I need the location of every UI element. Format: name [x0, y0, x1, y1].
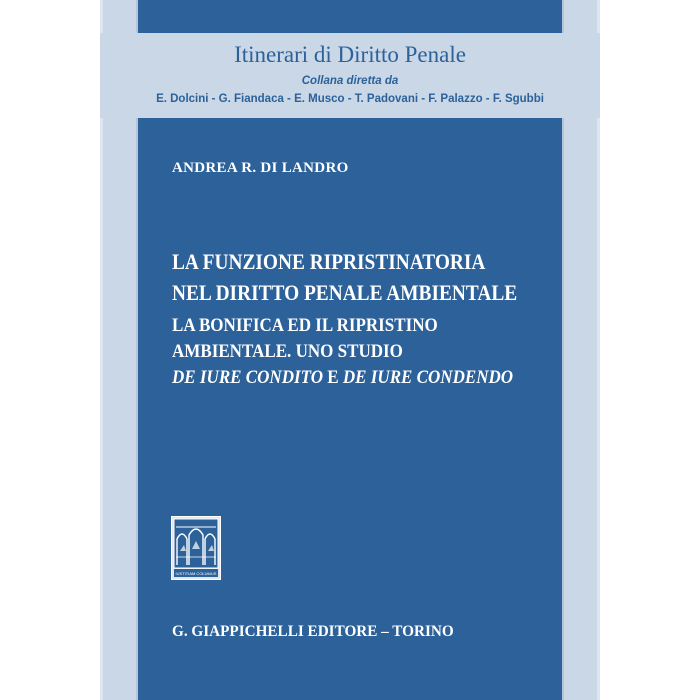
series-subtitle: Collana diretta da — [301, 75, 399, 87]
book-title-line-2: NEL DIRITTO PENALE AMBIENTALE — [172, 280, 518, 305]
book-subtitle-line-3 — [172, 368, 513, 389]
series-title: Itinerari di Diritto Penale — [234, 42, 466, 67]
svg-text:IUSTITIAM COLUMUS: IUSTITIAM COLUMUS — [175, 571, 217, 576]
subtitle-conjunction: E — [323, 368, 343, 388]
subtitle-italic-b: DE IURE CONDENDO — [342, 368, 514, 388]
subtitle-italic-a: DE IURE CONDITO — [172, 368, 324, 388]
author-name: ANDREA R. DI LANDRO — [172, 160, 349, 176]
book-title-line-1: LA FUNZIONE RIPRISTINATORIA — [172, 249, 486, 274]
publisher-name: G. GIAPPICHELLI EDITORE – TORINO — [172, 623, 454, 640]
book-subtitle-line-2: AMBIENTALE. UNO STUDIO — [172, 342, 403, 362]
book-subtitle-line-1: LA BONIFICA ED IL RIPRISTINO — [172, 316, 438, 336]
series-editors: E. Dolcini - G. Fiandaca - E. Musco - T. Padovani - F. Palazzo - F. Sgubbi — [156, 93, 544, 105]
publisher-emblem-icon — [171, 516, 221, 580]
